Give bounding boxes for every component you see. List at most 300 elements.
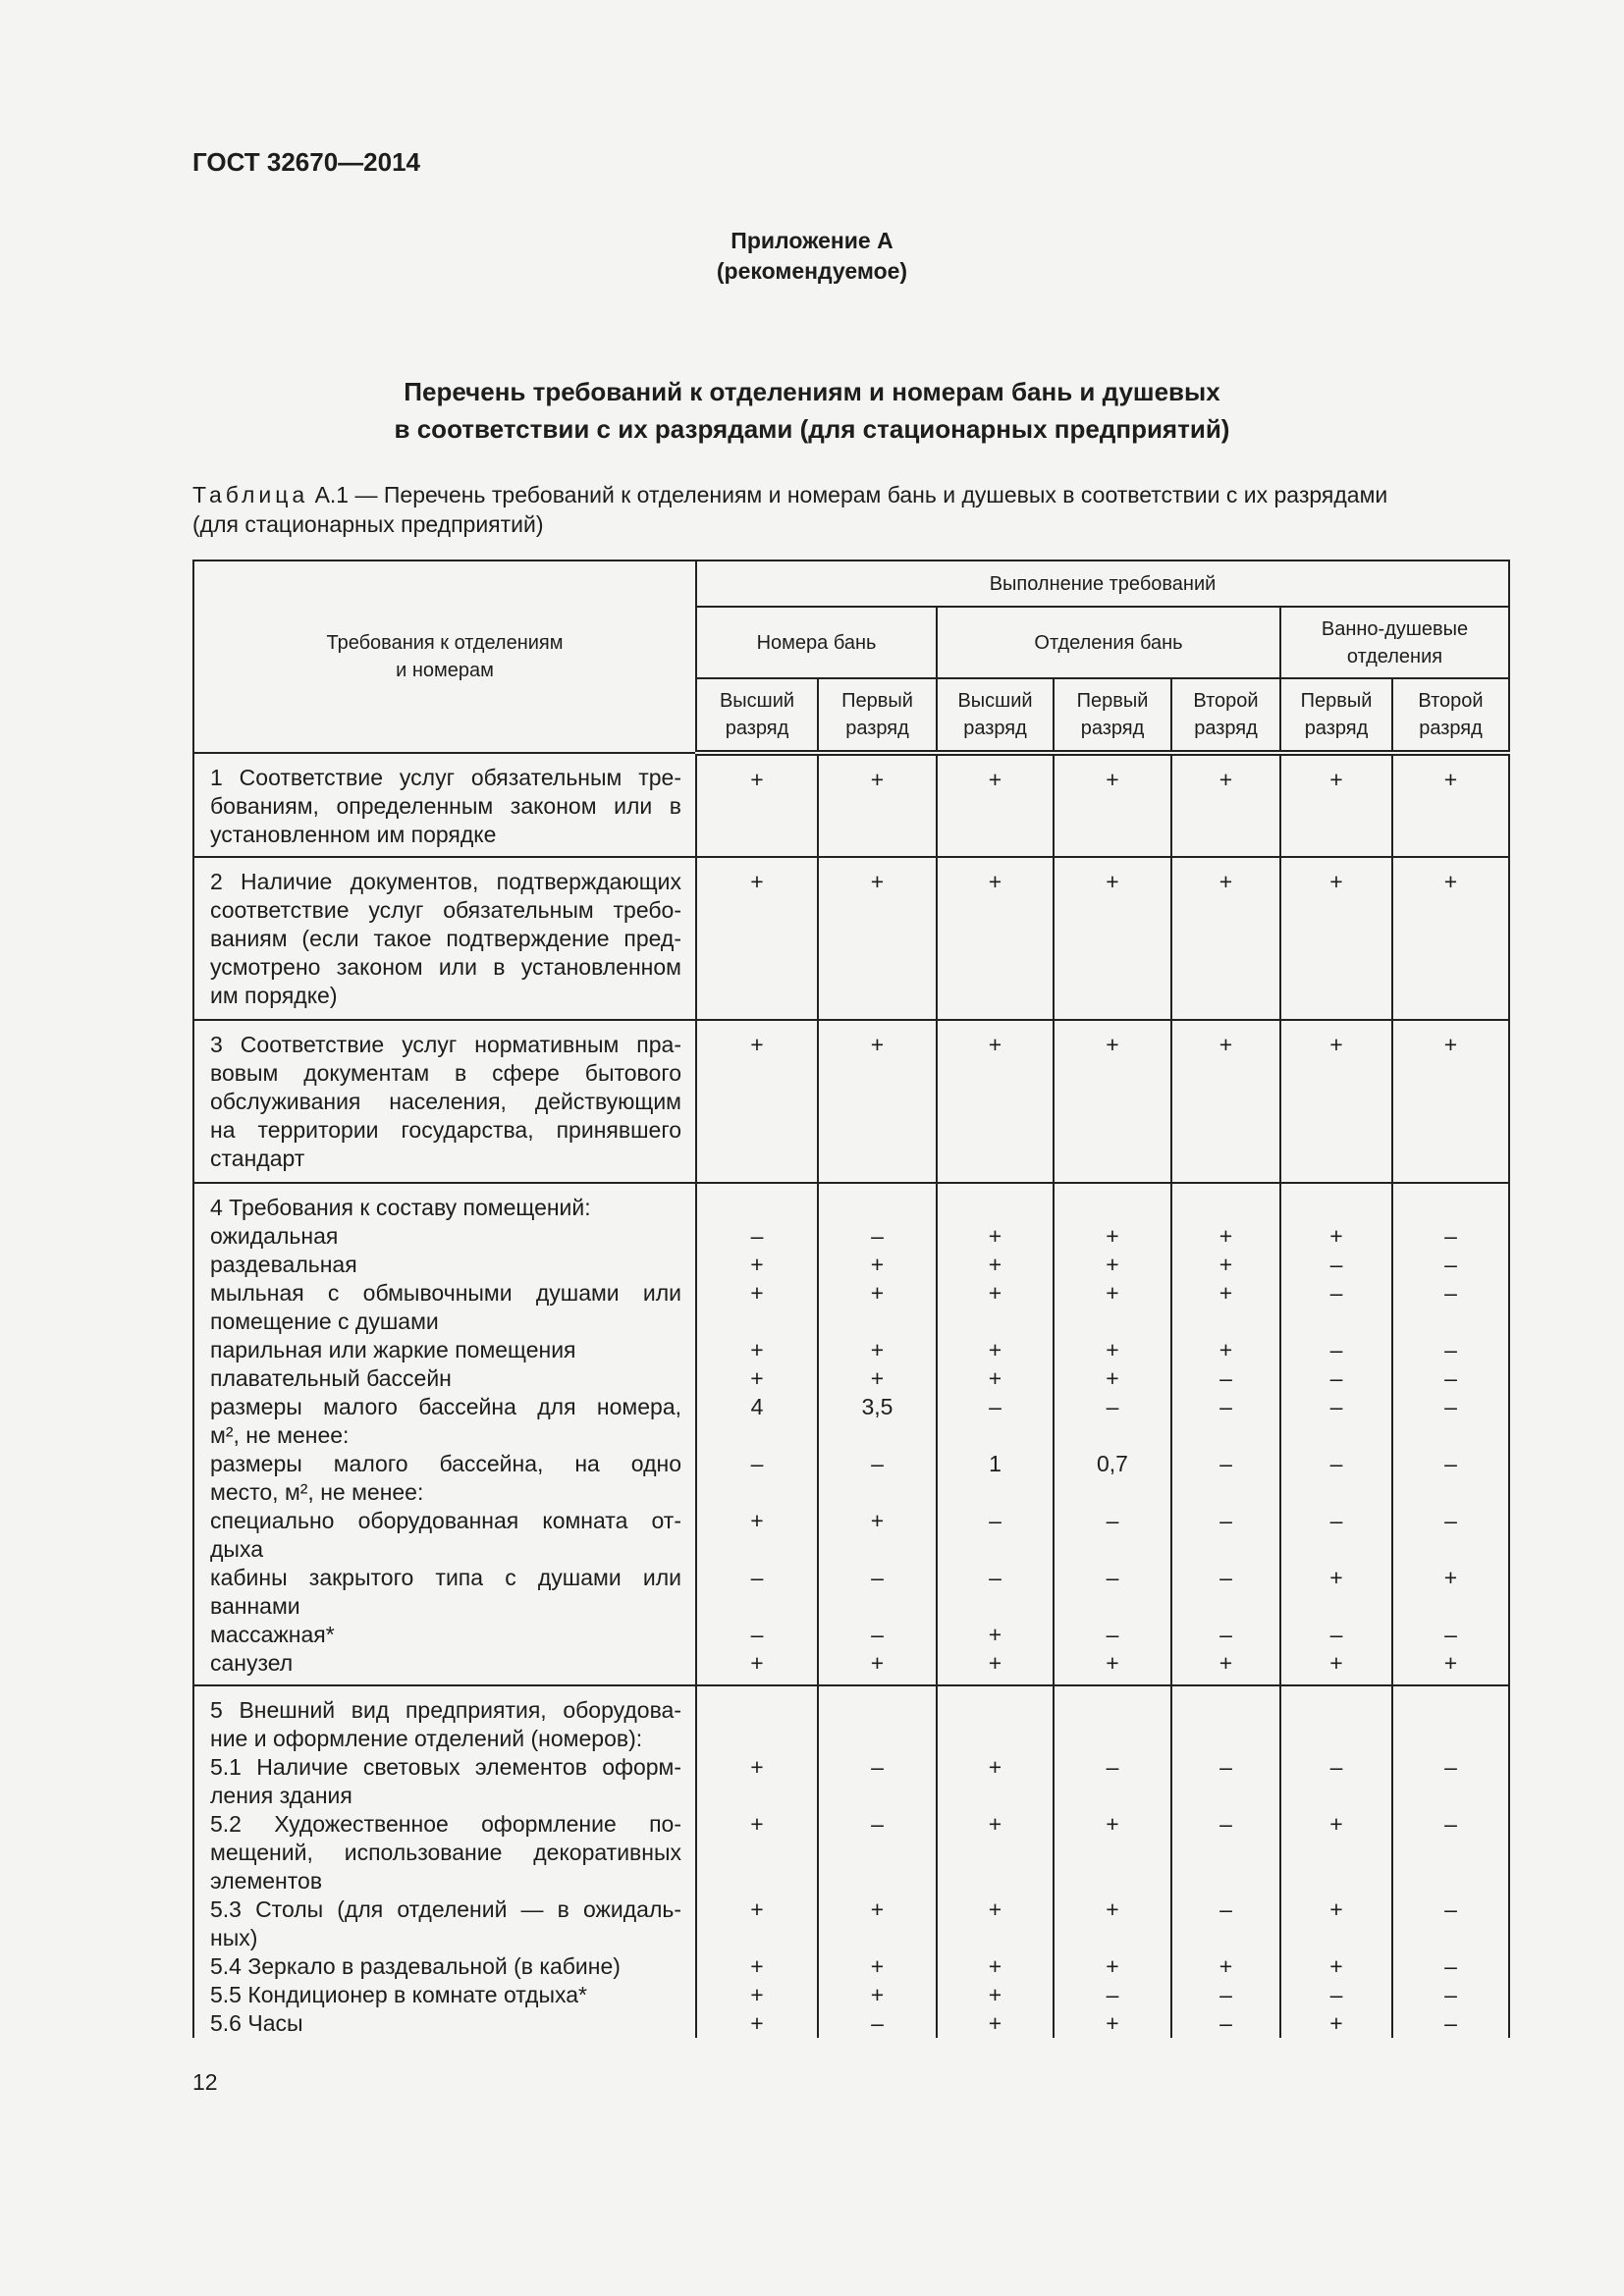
requirement-line: м², не менее:	[210, 1422, 350, 1448]
value	[1393, 1145, 1508, 1173]
value: +	[1106, 1223, 1119, 1249]
value	[1172, 1839, 1279, 1867]
section-heading-line-2: в соответствии с их разрядами (для стационарных предприятий)	[394, 414, 1230, 444]
value: –	[1329, 1451, 1343, 1476]
requirement-line: элементов	[210, 1868, 323, 1894]
requirement-line: стандарт	[210, 1146, 305, 1171]
value	[1172, 1116, 1279, 1145]
header-sub-5: Второй разряд	[1171, 678, 1280, 753]
appendix-title: Приложение А	[731, 228, 893, 253]
value	[1393, 1725, 1508, 1753]
value	[1393, 1478, 1508, 1507]
value	[819, 1308, 936, 1336]
value: –	[1444, 1953, 1457, 1979]
value: +	[750, 1811, 764, 1837]
value: +	[988, 1252, 1002, 1277]
value	[938, 1145, 1053, 1173]
value	[1281, 1145, 1391, 1173]
value: –	[871, 1565, 884, 1590]
value	[819, 896, 936, 925]
value	[1281, 1088, 1391, 1116]
value: +	[988, 1223, 1002, 1249]
value: –	[1219, 1508, 1232, 1533]
value	[938, 1059, 1053, 1088]
value	[1281, 1116, 1391, 1145]
value	[1172, 823, 1279, 851]
value: –	[1106, 1982, 1119, 2007]
value: +	[870, 1896, 885, 1922]
value-cell	[1171, 753, 1280, 857]
value	[1055, 1145, 1170, 1173]
value: –	[1444, 1811, 1457, 1837]
value	[1393, 982, 1508, 1010]
value	[1055, 1696, 1170, 1725]
value	[1172, 794, 1279, 823]
value: –	[1444, 1337, 1457, 1362]
value: +	[1329, 1565, 1343, 1590]
value	[938, 1924, 1053, 1952]
value	[819, 925, 936, 953]
value: +	[1218, 1280, 1233, 1306]
value	[1172, 1145, 1279, 1173]
value: +	[750, 1953, 764, 1979]
value	[819, 1535, 936, 1564]
value	[1172, 953, 1279, 982]
value: +	[1106, 869, 1119, 894]
value: –	[1106, 1622, 1119, 1647]
value-cell	[818, 857, 937, 1020]
value	[819, 982, 936, 1010]
value-cell	[696, 1020, 818, 1183]
value	[1281, 1924, 1391, 1952]
table-row	[193, 1183, 1509, 1685]
value: +	[750, 1252, 764, 1277]
requirement-line: на территории государства, принявшего	[210, 1117, 681, 1143]
value	[1393, 1696, 1508, 1725]
value-cell	[1280, 857, 1392, 1020]
value	[1055, 1194, 1170, 1222]
table-row	[193, 857, 1509, 1020]
value: +	[750, 869, 764, 894]
value	[819, 1782, 936, 1810]
value	[1055, 1059, 1170, 1088]
value	[819, 1696, 936, 1725]
value	[697, 1839, 817, 1867]
value: –	[1329, 1982, 1343, 2007]
value: +	[1106, 1365, 1119, 1391]
value-cell	[1280, 1685, 1392, 2038]
value	[1281, 1194, 1391, 1222]
value	[1172, 1308, 1279, 1336]
value	[938, 1782, 1053, 1810]
value	[819, 1867, 936, 1896]
value	[938, 1696, 1053, 1725]
requirement-line: 5.6 Часы	[210, 2010, 303, 2036]
value	[1055, 1782, 1170, 1810]
value: –	[1444, 1622, 1457, 1647]
value	[938, 1535, 1053, 1564]
table-row	[193, 1685, 1509, 2038]
value	[1281, 982, 1391, 1010]
value-cell	[1392, 857, 1509, 1020]
value	[938, 823, 1053, 851]
value	[1055, 1535, 1170, 1564]
value: –	[1329, 1508, 1343, 1533]
requirement-line: место, м², не менее:	[210, 1479, 424, 1505]
requirement-line: парильная или жаркие помещения	[210, 1337, 576, 1362]
value	[938, 1308, 1053, 1336]
value: –	[871, 2010, 884, 2036]
value-cell	[696, 1183, 818, 1685]
value: +	[870, 1650, 885, 1676]
value: +	[870, 767, 885, 792]
value: +	[1329, 1223, 1343, 1249]
value	[1055, 925, 1170, 953]
value: +	[1106, 1337, 1119, 1362]
value-cell	[1392, 1020, 1509, 1183]
value-cell	[1054, 857, 1171, 1020]
value: +	[750, 1280, 764, 1306]
value: –	[871, 1811, 884, 1837]
value-cell	[1171, 1685, 1280, 2038]
value: 0,7	[1097, 1451, 1128, 1476]
value	[1055, 1116, 1170, 1145]
value: +	[1329, 767, 1343, 792]
value-cell	[696, 1685, 818, 2038]
value: –	[1106, 1565, 1119, 1590]
requirement-line: санузел	[210, 1650, 294, 1676]
requirement-line: 5.3 Столы (для отделений — в ожидаль-	[210, 1896, 681, 1922]
value: +	[1329, 1811, 1343, 1837]
value: +	[870, 1252, 885, 1277]
value-cell	[696, 857, 818, 1020]
value	[938, 1725, 1053, 1753]
value: –	[989, 1394, 1001, 1419]
requirement-line: ных)	[210, 1925, 258, 1950]
value	[819, 823, 936, 851]
value: –	[1219, 2010, 1232, 2036]
value: –	[1444, 1252, 1457, 1277]
value	[697, 925, 817, 953]
value-cell	[818, 1183, 937, 1685]
value	[938, 1194, 1053, 1222]
value	[1281, 1867, 1391, 1896]
value	[1055, 1088, 1170, 1116]
value	[697, 1145, 817, 1173]
value: +	[988, 1896, 1002, 1922]
value: –	[1444, 1508, 1457, 1533]
value	[1393, 1924, 1508, 1952]
requirement-line: вовым документам в сфере бытового	[210, 1060, 681, 1086]
value: +	[988, 1365, 1002, 1391]
value: –	[1329, 1754, 1343, 1780]
value	[1055, 1924, 1170, 1952]
requirement-line: ние и оформление отделений (номеров):	[210, 1726, 643, 1751]
value	[938, 982, 1053, 1010]
value	[938, 953, 1053, 982]
value: +	[1106, 1953, 1119, 1979]
requirement-line: массажная*	[210, 1622, 335, 1647]
value	[938, 1867, 1053, 1896]
value: +	[988, 767, 1002, 792]
value	[697, 1421, 817, 1450]
header-sub-3: Высший разряд	[937, 678, 1054, 753]
value-cell	[937, 1685, 1054, 2038]
value: +	[988, 1337, 1002, 1362]
value: +	[870, 1032, 885, 1057]
value: +	[750, 767, 764, 792]
value	[938, 1592, 1053, 1621]
requirements-table-body	[193, 753, 1509, 2038]
value: +	[988, 1280, 1002, 1306]
value-cell	[1054, 1685, 1171, 2038]
header-sub-2: Первый разряд	[818, 678, 937, 753]
value: –	[1219, 1622, 1232, 1647]
value	[1393, 1088, 1508, 1116]
requirement-line: раздевальная	[210, 1252, 357, 1277]
value	[1172, 1867, 1279, 1896]
value	[1281, 953, 1391, 982]
value: –	[1219, 1811, 1232, 1837]
value	[1393, 1421, 1508, 1450]
value: –	[1444, 1451, 1457, 1476]
header-group-shower: Ванно-душевые отделения	[1280, 607, 1509, 678]
value	[1393, 1116, 1508, 1145]
value	[819, 1924, 936, 1952]
value	[1055, 1839, 1170, 1867]
header-sub-6: Первый разряд	[1280, 678, 1392, 753]
value: –	[1329, 1365, 1343, 1391]
value	[819, 1421, 936, 1450]
value: +	[870, 869, 885, 894]
value: +	[1443, 1565, 1458, 1590]
value: –	[1219, 1754, 1232, 1780]
value-cell	[818, 1685, 937, 2038]
value: +	[1106, 767, 1119, 792]
requirement-line: 3 Соответствие услуг нормативным пра-	[210, 1032, 681, 1057]
value: –	[1444, 1280, 1457, 1306]
value	[938, 925, 1053, 953]
header-sub-7: Второй разряд	[1392, 678, 1509, 753]
requirement-line: им порядке)	[210, 983, 338, 1008]
value: +	[988, 1754, 1002, 1780]
value	[1055, 1308, 1170, 1336]
value: +	[988, 1953, 1002, 1979]
value	[1281, 794, 1391, 823]
value	[1055, 1725, 1170, 1753]
value-cell	[1054, 1183, 1171, 1685]
value	[819, 1478, 936, 1507]
value: +	[1106, 2010, 1119, 2036]
appendix-heading	[0, 226, 1624, 287]
value: –	[750, 1451, 764, 1476]
value: 3,5	[861, 1394, 893, 1419]
value: +	[1329, 1032, 1343, 1057]
value	[1172, 982, 1279, 1010]
value: +	[1106, 1252, 1119, 1277]
value	[697, 1088, 817, 1116]
requirement-cell	[193, 1020, 696, 1183]
value	[1281, 1725, 1391, 1753]
value: –	[750, 1223, 764, 1249]
value	[697, 1194, 817, 1222]
value	[819, 953, 936, 982]
requirement-line: 2 Наличие документов, подтверждающих	[210, 869, 681, 894]
value: +	[1106, 1032, 1119, 1057]
requirements-table	[192, 560, 1510, 2038]
value	[1172, 1725, 1279, 1753]
value-cell	[1392, 1685, 1509, 2038]
value-cell	[1171, 1020, 1280, 1183]
value: –	[1219, 1365, 1232, 1391]
value: +	[1106, 1896, 1119, 1922]
value: –	[1219, 1451, 1232, 1476]
value	[1393, 1194, 1508, 1222]
value: +	[870, 1953, 885, 1979]
value	[1172, 925, 1279, 953]
value: +	[750, 1337, 764, 1362]
value-cell	[937, 1020, 1054, 1183]
value	[938, 794, 1053, 823]
value	[1393, 823, 1508, 851]
value: +	[1218, 1252, 1233, 1277]
value: –	[1106, 1508, 1119, 1533]
value: –	[1444, 2010, 1457, 2036]
value	[1393, 1867, 1508, 1896]
value: +	[750, 1896, 764, 1922]
value: +	[870, 1280, 885, 1306]
value: +	[988, 869, 1002, 894]
value: –	[871, 1622, 884, 1647]
value	[1172, 1924, 1279, 1952]
appendix-subtitle: (рекомендуемое)	[716, 258, 908, 284]
value	[697, 1116, 817, 1145]
value: +	[1329, 869, 1343, 894]
value	[1172, 1535, 1279, 1564]
requirement-line: помещение с душами	[210, 1308, 439, 1334]
value	[938, 1421, 1053, 1450]
table-caption-line-1	[192, 480, 1510, 509]
value	[1055, 1592, 1170, 1621]
section-heading-line-1: Перечень требований к отделениям и номерам бань и душевых	[404, 377, 1220, 406]
value	[697, 1478, 817, 1507]
requirement-line: ваннами	[210, 1593, 300, 1619]
value	[1281, 1421, 1391, 1450]
requirement-line: размеры малого бассейна, на одно	[210, 1451, 681, 1476]
requirement-cell	[193, 753, 696, 857]
table-caption	[192, 480, 1510, 539]
value	[697, 1867, 817, 1896]
value: –	[1219, 1896, 1232, 1922]
value: –	[1329, 1394, 1343, 1419]
value	[1055, 823, 1170, 851]
value	[819, 1194, 936, 1222]
value	[697, 794, 817, 823]
value: +	[1218, 869, 1233, 894]
value: +	[1329, 2010, 1343, 2036]
value-cell	[1171, 857, 1280, 1020]
value	[1393, 953, 1508, 982]
value: –	[1219, 1394, 1232, 1419]
value	[819, 1116, 936, 1145]
value	[697, 1535, 817, 1564]
value-cell	[1280, 1020, 1392, 1183]
value	[697, 1308, 817, 1336]
value	[697, 953, 817, 982]
value	[1172, 1088, 1279, 1116]
value: 4	[750, 1394, 764, 1419]
requirement-cell	[193, 857, 696, 1020]
value	[1393, 794, 1508, 823]
value: –	[1444, 1754, 1457, 1780]
value: –	[989, 1565, 1001, 1590]
value	[819, 1088, 936, 1116]
value-cell	[1171, 1183, 1280, 1685]
table-row	[193, 1020, 1509, 1183]
value	[1055, 1867, 1170, 1896]
value	[1281, 925, 1391, 953]
value: +	[1218, 1650, 1233, 1676]
value	[697, 1725, 817, 1753]
page-number: 12	[192, 2069, 218, 2095]
requirement-cell	[193, 1183, 696, 1685]
value: +	[1329, 1650, 1343, 1676]
header-sub-1: Высший разряд	[696, 678, 818, 753]
value-cell	[937, 1183, 1054, 1685]
requirement-line: плавательный бассейн	[210, 1365, 452, 1391]
section-heading	[0, 373, 1624, 448]
table-caption-text: А.1 — Перечень требований к отделениям и номерам бань и душевых в соответствии с их разрядами	[308, 482, 1388, 507]
value	[1281, 823, 1391, 851]
value: +	[1329, 1896, 1343, 1922]
value: –	[1106, 1394, 1119, 1419]
value: +	[1443, 869, 1458, 894]
requirement-line: мещений, использование декоративных	[210, 1840, 681, 1865]
requirement-line: соответствие услуг обязательным требо-	[210, 897, 681, 923]
value: +	[750, 1650, 764, 1676]
value-cell	[937, 857, 1054, 1020]
value: +	[1218, 1953, 1233, 1979]
requirement-line: бованиям, определенным законом или в	[210, 793, 681, 819]
value	[697, 896, 817, 925]
value	[1393, 1839, 1508, 1867]
value	[697, 1782, 817, 1810]
value	[1281, 1478, 1391, 1507]
value	[1172, 1059, 1279, 1088]
value	[938, 1116, 1053, 1145]
value	[1281, 1059, 1391, 1088]
value: +	[988, 2010, 1002, 2036]
value-cell	[818, 1020, 937, 1183]
value: +	[1106, 1280, 1119, 1306]
value: –	[1329, 1337, 1343, 1362]
value	[1055, 794, 1170, 823]
value	[697, 1924, 817, 1952]
requirement-line: 5.1 Наличие световых элементов оформ-	[210, 1754, 681, 1780]
value: –	[750, 1622, 764, 1647]
requirement-line: 5.2 Художественное оформление по-	[210, 1811, 681, 1837]
value	[1172, 1421, 1279, 1450]
value	[697, 1696, 817, 1725]
value	[819, 1839, 936, 1867]
requirement-line: обслуживания населения, действующим	[210, 1089, 681, 1114]
requirement-line: 1 Соответствие услуг обязательным тре-	[210, 765, 681, 790]
value-cell	[1280, 753, 1392, 857]
value: –	[1444, 1982, 1457, 2007]
value	[1055, 1478, 1170, 1507]
value: +	[988, 1032, 1002, 1057]
value: +	[870, 1365, 885, 1391]
